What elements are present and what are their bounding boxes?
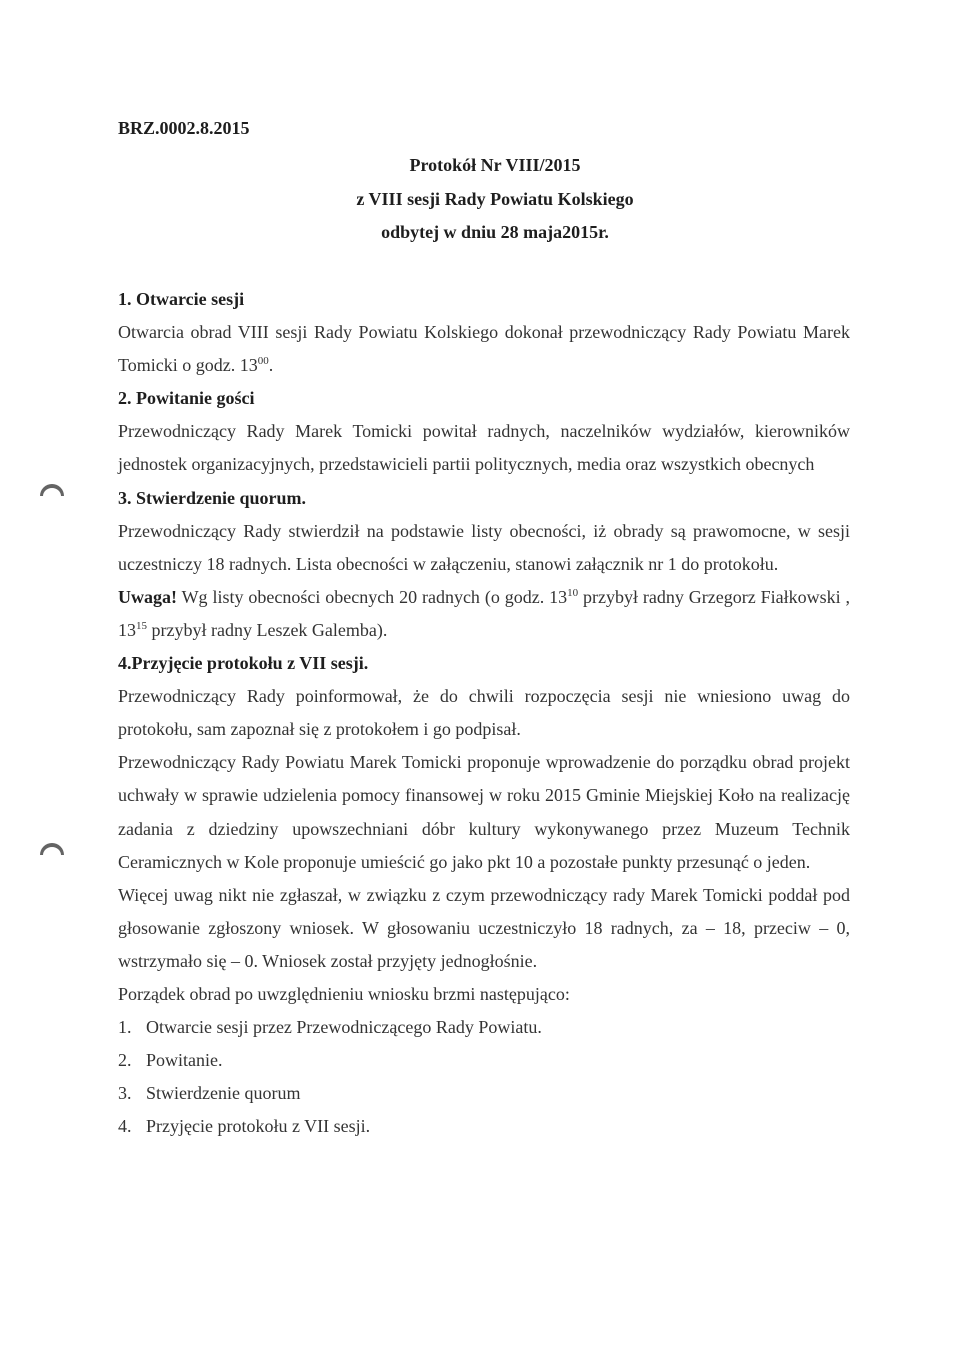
paragraph-quorum: Przewodniczący Rady stwierdził na podstawie listy obecności, iż obrady są prawomocne, w sesji uczestniczy 18 radnych. Lista obecności w załączeniu, stanowi załącznik nr 1 do protokołu. [118,520,850,574]
list-item: 2. Powitanie. [118,1050,223,1071]
title-line-2: z VIII sesji Rady Powiatu Kolskiego [356,188,634,209]
document-body [118,283,850,1143]
section-heading-3: 3. Stwierdzenie quorum. [118,487,306,508]
document-title [0,149,960,250]
title-line-3: odbytej w dniu 28 maja2015r. [381,222,609,242]
punch-hole-mark [40,843,64,855]
section-heading-1: 1. Otwarcie sesji [118,289,245,309]
paragraph-welcome: Przewodniczący Rady Marek Tomicki powitał radnych, naczelników wydziałów, kierowników jednostek organizacyjnych, przedstawicieli partii politycznych, media oraz wszystkich obecnych [118,421,850,475]
paragraph-vote: Więcej uwag nikt nie zgłaszał, w związku z czym przewodniczący rady Marek Tomicki poddał pod głosowanie zgłoszony wniosek. W głosowaniu uczestniczyło 18 radnych, za – 18, przeciw – 0, wstrzymało się – 0. Wniosek został przyjęty jednogłośnie. [118,884,850,971]
section-heading-4: 4.Przyjęcie protokołu z VII sesji. [118,653,369,674]
document-reference: BRZ.0002.8.2015 [118,118,250,138]
title-line-1: Protokół Nr VIII/2015 [409,155,581,175]
paragraph-agenda-proposal: Przewodniczący Rady Powiatu Marek Tomicki proponuje wprowadzenie do porządku obrad projekt uchwały w sprawie udzielenia pomocy finansowej w roku 2015 Gminie Miejskiej Koło na realizację zadania z dziedziny upowszechniani dóbr kultury wykonywanego przez Muzeum Technik Ceramicznych w Kole proponuje umieścić go jako pkt 10 a pozostałe punkty przesunąć o jeden. [118,752,850,872]
list-item: 4. Przyjęcie protokołu z VII sesji. [118,1116,371,1137]
paragraph-note: Uwaga! Wg listy obecności obecnych 20 radnych (o godz. $13^{10}$ przybył radny Grzegorz Fiałkowski , $13^{15}$ przybył radny Leszek Galemba). [118,586,850,640]
note-label: Uwaga! [118,586,177,607]
agenda-list [118,1011,850,1143]
list-item: 3. Stwierdzenie quorum [118,1083,301,1104]
section-heading-2: 2. Powitanie gości [118,388,255,409]
list-item: 1. Otwarcie sesji przez Przewodniczącego Rady Powiatu. [118,1017,542,1038]
punch-hole-mark [40,484,64,496]
paragraph-protocol-accepted: Przewodniczący Rady poinformował, że do chwili rozpoczęcia sesji nie wniesiono uwag do protokołu, sam zapoznał się z protokołem i go podpisał. [118,686,850,740]
paragraph-agenda-intro: Porządek obrad po uwzględnieniu wniosku brzmi następująco: [118,983,570,1004]
paragraph-opening: Otwarcia obrad VIII sesji Rady Powiatu Kolskiego dokonał przewodniczący Rady Powiatu Marek Tomicki o godz. $13^{00}$. [118,322,850,376]
